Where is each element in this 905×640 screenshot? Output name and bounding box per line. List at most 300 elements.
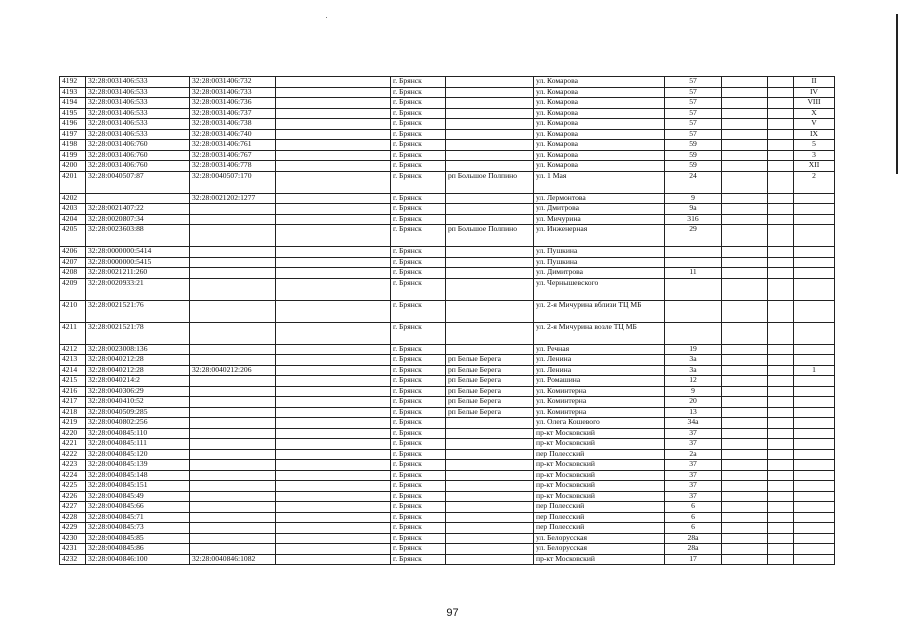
cell-letter	[768, 533, 794, 544]
table-row	[60, 225, 835, 247]
registry-table	[59, 76, 835, 565]
cell-parent-cadastral-number: 32:28:0023008:136	[86, 344, 190, 355]
cell-cadastral-number	[190, 449, 276, 460]
scan-speck	[326, 17, 327, 18]
cell-parent-cadastral-number: 32:28:0021407:22	[86, 204, 190, 215]
cell-row-number: 4195	[60, 108, 86, 119]
cell-parent-cadastral-number: 32:28:0031406:760	[86, 150, 190, 161]
cell-city: г. Брянск	[391, 470, 446, 481]
cell-street: пр-кт Московский	[534, 491, 665, 502]
cell-street: ул. Мичурина	[534, 214, 665, 225]
cell-cadastral-number	[190, 257, 276, 268]
cell-street: ул. Комарова	[534, 77, 665, 88]
table-row	[60, 355, 835, 366]
cell-cadastral-number	[190, 460, 276, 471]
table-row	[60, 98, 835, 109]
cell-parent-cadastral-number: 32:28:0000000:5414	[86, 247, 190, 258]
cell-letter	[768, 247, 794, 258]
cell-street: ул. Комарова	[534, 161, 665, 172]
cell-empty-col	[276, 365, 391, 376]
cell-house-number: 59	[665, 161, 722, 172]
cell-cadastral-number: 32:28:0021202:1277	[190, 193, 276, 204]
cell-empty-col	[276, 268, 391, 279]
cell-parent-cadastral-number: 32:28:0031406:533	[86, 119, 190, 130]
cell-cadastral-number: 32:28:0031406:732	[190, 77, 276, 88]
cell-house-number: 6	[665, 502, 722, 513]
cell-unit	[794, 439, 835, 450]
cell-row-number: 4230	[60, 533, 86, 544]
cell-building	[722, 449, 768, 460]
cell-cadastral-number: 32:28:0031406:733	[190, 87, 276, 98]
cell-unit: IV	[794, 87, 835, 98]
cell-parent-cadastral-number: 32:28:0031406:533	[86, 129, 190, 140]
cell-unit	[794, 322, 835, 344]
table-row	[60, 129, 835, 140]
cell-settlement: рп Белые Берега	[446, 407, 534, 418]
cell-row-number: 4225	[60, 481, 86, 492]
cell-unit	[794, 418, 835, 429]
cell-letter	[768, 322, 794, 344]
cell-house-number: 6	[665, 523, 722, 534]
cell-city: г. Брянск	[391, 150, 446, 161]
cell-empty-col	[276, 376, 391, 387]
cell-building	[722, 523, 768, 534]
cell-letter	[768, 98, 794, 109]
cell-empty-col	[276, 344, 391, 355]
cell-row-number: 4215	[60, 376, 86, 387]
cell-cadastral-number	[190, 533, 276, 544]
cell-cadastral-number: 32:28:0031406:767	[190, 150, 276, 161]
cell-building	[722, 268, 768, 279]
table-row	[60, 119, 835, 130]
cell-house-number: 57	[665, 108, 722, 119]
cell-building	[722, 171, 768, 193]
cell-row-number: 4206	[60, 247, 86, 258]
cell-building	[722, 544, 768, 555]
cell-building	[722, 150, 768, 161]
table-row	[60, 460, 835, 471]
cell-row-number: 4192	[60, 77, 86, 88]
cell-city: г. Брянск	[391, 225, 446, 247]
cell-cadastral-number	[190, 512, 276, 523]
cell-unit	[794, 225, 835, 247]
cell-unit	[794, 512, 835, 523]
cell-letter	[768, 554, 794, 565]
cell-city: г. Брянск	[391, 193, 446, 204]
cell-empty-col	[276, 418, 391, 429]
cell-building	[722, 502, 768, 513]
cell-row-number: 4226	[60, 491, 86, 502]
cell-house-number: 316	[665, 214, 722, 225]
cell-unit	[794, 257, 835, 268]
cell-street: ул. Комарова	[534, 98, 665, 109]
cell-letter	[768, 77, 794, 88]
cell-city: г. Брянск	[391, 247, 446, 258]
cell-parent-cadastral-number: 32:28:0031406:760	[86, 161, 190, 172]
cell-settlement: рп Большое Полпино	[446, 225, 534, 247]
cell-street: ул. Чернышевского	[534, 278, 665, 300]
cell-street: ул. Олега Кошевого	[534, 418, 665, 429]
cell-letter	[768, 171, 794, 193]
cell-settlement	[446, 344, 534, 355]
cell-street: ул. Дмитрова	[534, 204, 665, 215]
cell-building	[722, 129, 768, 140]
cell-row-number: 4220	[60, 428, 86, 439]
cell-empty-col	[276, 225, 391, 247]
cell-city: г. Брянск	[391, 376, 446, 387]
cell-row-number: 4203	[60, 204, 86, 215]
cell-house-number: 57	[665, 98, 722, 109]
cell-empty-col	[276, 533, 391, 544]
cell-letter	[768, 523, 794, 534]
cell-empty-col	[276, 129, 391, 140]
cell-unit	[794, 193, 835, 204]
cell-parent-cadastral-number: 32:28:0023603:88	[86, 225, 190, 247]
cell-building	[722, 512, 768, 523]
cell-street: ул. Коминтерна	[534, 397, 665, 408]
cell-city: г. Брянск	[391, 449, 446, 460]
cell-unit	[794, 247, 835, 258]
table-row	[60, 365, 835, 376]
cell-city: г. Брянск	[391, 365, 446, 376]
cell-parent-cadastral-number: 32:28:0040845:111	[86, 439, 190, 450]
cell-row-number: 4210	[60, 300, 86, 322]
cell-building	[722, 554, 768, 565]
cell-city: г. Брянск	[391, 512, 446, 523]
cell-unit	[794, 533, 835, 544]
cell-building	[722, 300, 768, 322]
cell-street: ул. Белорусская	[534, 544, 665, 555]
table-row	[60, 449, 835, 460]
table-row	[60, 407, 835, 418]
cell-empty-col	[276, 214, 391, 225]
cell-settlement	[446, 322, 534, 344]
cell-settlement	[446, 300, 534, 322]
cell-row-number: 4216	[60, 386, 86, 397]
cell-parent-cadastral-number: 32:28:0040212:28	[86, 365, 190, 376]
cell-empty-col	[276, 161, 391, 172]
cell-unit	[794, 470, 835, 481]
cell-cadastral-number	[190, 407, 276, 418]
cell-empty-col	[276, 491, 391, 502]
table-row	[60, 278, 835, 300]
cell-street: ул. Лермонтова	[534, 193, 665, 204]
cell-building	[722, 407, 768, 418]
cell-row-number: 4218	[60, 407, 86, 418]
cell-house-number: 9а	[665, 204, 722, 215]
cell-cadastral-number: 32:28:0031406:761	[190, 140, 276, 151]
cell-house-number: 9	[665, 386, 722, 397]
cell-house-number	[665, 247, 722, 258]
cell-unit	[794, 386, 835, 397]
cell-city: г. Брянск	[391, 108, 446, 119]
table-row	[60, 491, 835, 502]
cell-empty-col	[276, 119, 391, 130]
cell-street: ул. Инженерная	[534, 225, 665, 247]
cell-settlement	[446, 481, 534, 492]
cell-house-number	[665, 257, 722, 268]
cell-building	[722, 77, 768, 88]
cell-letter	[768, 397, 794, 408]
cell-parent-cadastral-number: 32:28:0020807:34	[86, 214, 190, 225]
cell-letter	[768, 193, 794, 204]
cell-letter	[768, 161, 794, 172]
cell-building	[722, 278, 768, 300]
cell-settlement: рп Большое Полпино	[446, 171, 534, 193]
cell-letter	[768, 460, 794, 471]
cell-city: г. Брянск	[391, 533, 446, 544]
cell-building	[722, 344, 768, 355]
cell-city: г. Брянск	[391, 481, 446, 492]
cell-street: ул. Комарова	[534, 129, 665, 140]
cell-building	[722, 161, 768, 172]
cell-city: г. Брянск	[391, 278, 446, 300]
cell-cadastral-number	[190, 491, 276, 502]
cell-parent-cadastral-number: 32:28:0040846:100	[86, 554, 190, 565]
cell-empty-col	[276, 171, 391, 193]
cell-city: г. Брянск	[391, 300, 446, 322]
page-number: 97	[446, 607, 459, 619]
cell-cadastral-number	[190, 204, 276, 215]
cell-cadastral-number	[190, 278, 276, 300]
cell-cadastral-number	[190, 214, 276, 225]
cell-house-number	[665, 322, 722, 344]
cell-settlement	[446, 533, 534, 544]
cell-letter	[768, 214, 794, 225]
table-row	[60, 376, 835, 387]
cell-street: ул. Ромашина	[534, 376, 665, 387]
cell-street: ул. 2-я Мичурина вблизи ТЦ МБ	[534, 300, 665, 322]
cell-row-number: 4202	[60, 193, 86, 204]
cell-city: г. Брянск	[391, 554, 446, 565]
cell-letter	[768, 386, 794, 397]
cell-street: пр-кт Московский	[534, 428, 665, 439]
cell-cadastral-number	[190, 355, 276, 366]
cell-parent-cadastral-number: 32:28:0000000:5415	[86, 257, 190, 268]
table-row	[60, 502, 835, 513]
cell-empty-col	[276, 428, 391, 439]
cell-row-number: 4207	[60, 257, 86, 268]
cell-row-number: 4199	[60, 150, 86, 161]
cell-city: г. Брянск	[391, 87, 446, 98]
table-row	[60, 161, 835, 172]
cell-street: ул. Речная	[534, 344, 665, 355]
cell-street: ул. Комарова	[534, 119, 665, 130]
table-row	[60, 512, 835, 523]
cell-row-number: 4196	[60, 119, 86, 130]
cell-cadastral-number	[190, 344, 276, 355]
table-row	[60, 544, 835, 555]
cell-building	[722, 460, 768, 471]
cell-settlement	[446, 204, 534, 215]
cell-parent-cadastral-number: 32:28:0040845:148	[86, 470, 190, 481]
cell-building	[722, 322, 768, 344]
cell-settlement	[446, 523, 534, 534]
cell-empty-col	[276, 278, 391, 300]
cell-unit	[794, 428, 835, 439]
cell-settlement	[446, 460, 534, 471]
cell-house-number: 12	[665, 376, 722, 387]
cell-settlement	[446, 512, 534, 523]
cell-street: пр-кт Московский	[534, 481, 665, 492]
cell-row-number: 4217	[60, 397, 86, 408]
cell-house-number: 17	[665, 554, 722, 565]
cell-letter	[768, 449, 794, 460]
cell-settlement: рп Белые Берега	[446, 386, 534, 397]
cell-letter	[768, 129, 794, 140]
cell-settlement: рп Белые Берега	[446, 355, 534, 366]
cell-unit	[794, 268, 835, 279]
table-row	[60, 150, 835, 161]
cell-settlement	[446, 214, 534, 225]
cell-parent-cadastral-number: 32:28:0021521:76	[86, 300, 190, 322]
cell-unit	[794, 407, 835, 418]
table-row	[60, 428, 835, 439]
cell-unit: II	[794, 77, 835, 88]
cell-parent-cadastral-number: 32:28:0021211:260	[86, 268, 190, 279]
cell-street: пр-кт Московский	[534, 439, 665, 450]
cell-empty-col	[276, 247, 391, 258]
cell-house-number: 9	[665, 193, 722, 204]
cell-row-number: 4231	[60, 544, 86, 555]
cell-house-number: 37	[665, 481, 722, 492]
cell-letter	[768, 481, 794, 492]
cell-street: ул. 1 Мая	[534, 171, 665, 193]
cell-row-number: 4232	[60, 554, 86, 565]
cell-unit	[794, 344, 835, 355]
cell-building	[722, 257, 768, 268]
cell-building	[722, 386, 768, 397]
cell-empty-col	[276, 300, 391, 322]
cell-letter	[768, 418, 794, 429]
cell-city: г. Брянск	[391, 257, 446, 268]
cell-row-number: 4227	[60, 502, 86, 513]
cell-parent-cadastral-number: 32:28:0040845:110	[86, 428, 190, 439]
cell-settlement	[446, 428, 534, 439]
cell-row-number: 4224	[60, 470, 86, 481]
table-row	[60, 77, 835, 88]
cell-cadastral-number	[190, 470, 276, 481]
cell-city: г. Брянск	[391, 344, 446, 355]
cell-row-number: 4198	[60, 140, 86, 151]
cell-city: г. Брянск	[391, 322, 446, 344]
cell-unit	[794, 481, 835, 492]
table-row	[60, 214, 835, 225]
cell-row-number: 4209	[60, 278, 86, 300]
cell-settlement	[446, 193, 534, 204]
cell-row-number: 4211	[60, 322, 86, 344]
cell-street: ул. 2-я Мичурина возле ТЦ МБ	[534, 322, 665, 344]
cell-letter	[768, 512, 794, 523]
table-row	[60, 439, 835, 450]
cell-house-number: 3а	[665, 365, 722, 376]
cell-letter	[768, 268, 794, 279]
cell-parent-cadastral-number: 32:28:0031406:533	[86, 87, 190, 98]
cell-cadastral-number	[190, 523, 276, 534]
page-edge-shadow	[896, 14, 898, 174]
cell-house-number: 13	[665, 407, 722, 418]
cell-house-number: 34а	[665, 418, 722, 429]
cell-street: ул. Комарова	[534, 150, 665, 161]
cell-letter	[768, 439, 794, 450]
cell-empty-col	[276, 502, 391, 513]
cell-house-number	[665, 300, 722, 322]
cell-unit	[794, 397, 835, 408]
cell-city: г. Брянск	[391, 386, 446, 397]
cell-parent-cadastral-number: 32:28:0040507:87	[86, 171, 190, 193]
cell-empty-col	[276, 397, 391, 408]
table-row	[60, 268, 835, 279]
cell-cadastral-number: 32:28:0040212:206	[190, 365, 276, 376]
cell-unit	[794, 300, 835, 322]
table-row	[60, 481, 835, 492]
cell-city: г. Брянск	[391, 439, 446, 450]
cell-unit: 2	[794, 171, 835, 193]
cell-empty-col	[276, 512, 391, 523]
cell-building	[722, 470, 768, 481]
cell-building	[722, 204, 768, 215]
cell-house-number: 6	[665, 512, 722, 523]
cell-settlement: рп Белые Берега	[446, 376, 534, 387]
cell-settlement: рп Белые Берега	[446, 397, 534, 408]
cell-building	[722, 108, 768, 119]
table-row	[60, 171, 835, 193]
cell-city: г. Брянск	[391, 502, 446, 513]
cell-row-number: 4222	[60, 449, 86, 460]
table-row	[60, 418, 835, 429]
table-row	[60, 533, 835, 544]
cell-empty-col	[276, 204, 391, 215]
cell-unit	[794, 554, 835, 565]
cell-building	[722, 98, 768, 109]
cell-settlement	[446, 140, 534, 151]
cell-house-number: 19	[665, 344, 722, 355]
cell-empty-col	[276, 439, 391, 450]
table-row	[60, 108, 835, 119]
cell-unit	[794, 523, 835, 534]
cell-cadastral-number	[190, 439, 276, 450]
cell-city: г. Брянск	[391, 204, 446, 215]
table-row	[60, 247, 835, 258]
cell-settlement	[446, 98, 534, 109]
cell-letter	[768, 300, 794, 322]
cell-city: г. Брянск	[391, 544, 446, 555]
cell-unit: 5	[794, 140, 835, 151]
cell-unit	[794, 502, 835, 513]
cell-row-number: 4197	[60, 129, 86, 140]
cell-parent-cadastral-number: 32:28:0040214:2	[86, 376, 190, 387]
cell-cadastral-number	[190, 268, 276, 279]
cell-parent-cadastral-number: 32:28:0040845:86	[86, 544, 190, 555]
cell-building	[722, 397, 768, 408]
cell-empty-col	[276, 140, 391, 151]
cell-house-number	[665, 278, 722, 300]
cell-building	[722, 225, 768, 247]
cell-empty-col	[276, 449, 391, 460]
cell-street: ул. Ленина	[534, 365, 665, 376]
cell-building	[722, 418, 768, 429]
cell-settlement	[446, 502, 534, 513]
cell-cadastral-number	[190, 502, 276, 513]
cell-settlement	[446, 108, 534, 119]
cell-house-number: 59	[665, 140, 722, 151]
cell-cadastral-number	[190, 544, 276, 555]
cell-unit: X	[794, 108, 835, 119]
cell-building	[722, 214, 768, 225]
cell-parent-cadastral-number: 32:28:0040845:120	[86, 449, 190, 460]
cell-building	[722, 87, 768, 98]
cell-street: ул. Ленина	[534, 355, 665, 366]
